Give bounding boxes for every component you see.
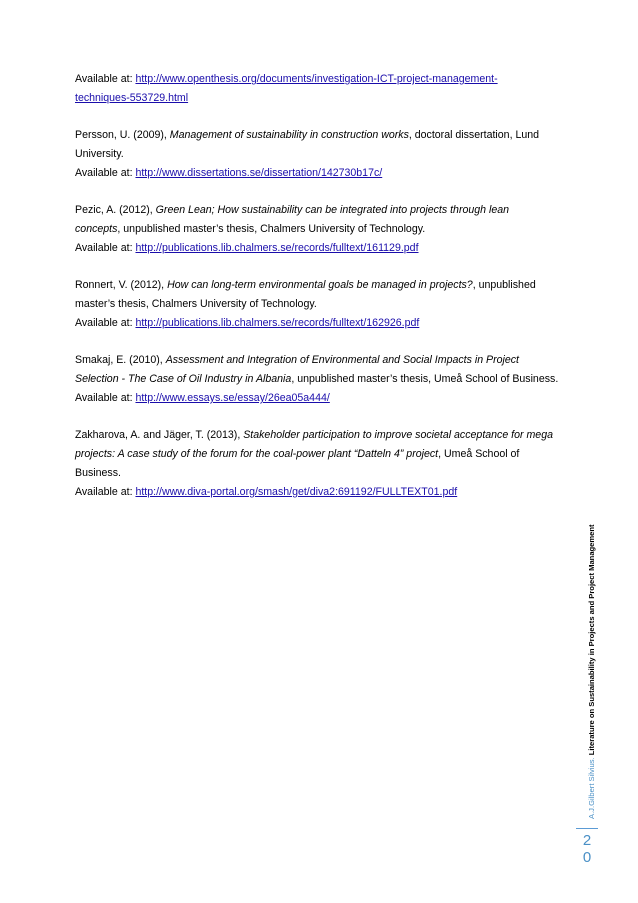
reference-details: , Umeå School of	[438, 448, 520, 460]
reference-author: Pezic, A. (2012),	[75, 204, 156, 216]
reference-author: Persson, U. (2009),	[75, 129, 170, 141]
reference-link[interactable]: http://www.essays.se/essay/26ea05a444/	[135, 392, 330, 404]
reference-title: Assessment and Integration of Environmental and Social Impacts in Project	[165, 354, 519, 366]
reference-details: , unpublished	[472, 279, 536, 291]
reference-title-continued: concepts	[75, 223, 118, 235]
footer-title: Literature on Sustainability in Projects and Project Management	[587, 524, 596, 758]
reference-title: Green Lean; How sustainability can be integrated into projects through lean	[155, 204, 510, 216]
available-at-label: Available at:	[75, 242, 136, 254]
reference-link[interactable]: http://publications.lib.chalmers.se/records/fulltext/162926.pdf	[135, 317, 420, 329]
reference-link[interactable]: http://www.openthesis.org/documents/investigation-ICT-project-management-	[135, 73, 498, 85]
reference-link[interactable]: http://www.diva-portal.org/smash/get/diva2:691192/FULLTEXT01.pdf	[135, 486, 458, 498]
reference-link-continued[interactable]: techniques-553729.html	[75, 92, 189, 104]
reference-entry	[75, 201, 575, 258]
reference-details-continued: Business.	[75, 467, 121, 479]
available-at-label: Available at:	[75, 392, 136, 404]
available-at-label: Available at:	[75, 73, 136, 85]
reference-details-continued: University.	[75, 148, 124, 160]
reference-title-continued: Selection - The Case of Oil Industry in Albania	[75, 373, 292, 385]
reference-title: Management of sustainability in construction works	[169, 129, 409, 141]
reference-author: Ronnert, V. (2012),	[75, 279, 168, 291]
available-at-label: Available at:	[75, 486, 136, 498]
page-number	[576, 832, 598, 866]
reference-entry	[75, 126, 575, 183]
reference-author: Zakharova, A. and Jäger, T. (2013),	[75, 429, 244, 441]
reference-list	[75, 70, 575, 520]
reference-author: Smakaj, E. (2010),	[75, 354, 166, 366]
reference-entry	[75, 351, 575, 408]
reference-details: , doctoral dissertation, Lund	[408, 129, 540, 141]
reference-details: , unpublished master’s thesis, Umeå School of Business.	[291, 373, 559, 385]
reference-link[interactable]: http://www.dissertations.se/dissertation/142730b17c/	[135, 167, 383, 179]
footer-author: A.J.Gilbert Silvius.	[587, 757, 596, 819]
footer-divider	[576, 828, 598, 829]
reference-title: How can long-term environmental goals be managed in projects?	[167, 279, 473, 291]
reference-details-continued: master’s thesis, Chalmers University of Technology.	[75, 298, 317, 310]
reference-details: , unpublished master’s thesis, Chalmers University of Technology.	[117, 223, 426, 235]
available-at-label: Available at:	[75, 317, 136, 329]
running-footer-text	[586, 524, 598, 819]
reference-entry	[75, 276, 575, 333]
page-number-digit: 2	[582, 832, 592, 849]
reference-entry	[75, 70, 575, 108]
reference-entry	[75, 426, 575, 502]
running-footer	[576, 477, 596, 825]
available-at-label: Available at:	[75, 167, 136, 179]
page-number-digit: 0	[582, 849, 592, 866]
reference-title-continued: projects: A case study of the forum for the coal-power plant “Datteln 4” project	[75, 448, 439, 460]
reference-link[interactable]: http://publications.lib.chalmers.se/records/fulltext/161129.pdf	[135, 242, 419, 254]
reference-title: Stakeholder participation to improve societal acceptance for mega	[243, 429, 553, 441]
